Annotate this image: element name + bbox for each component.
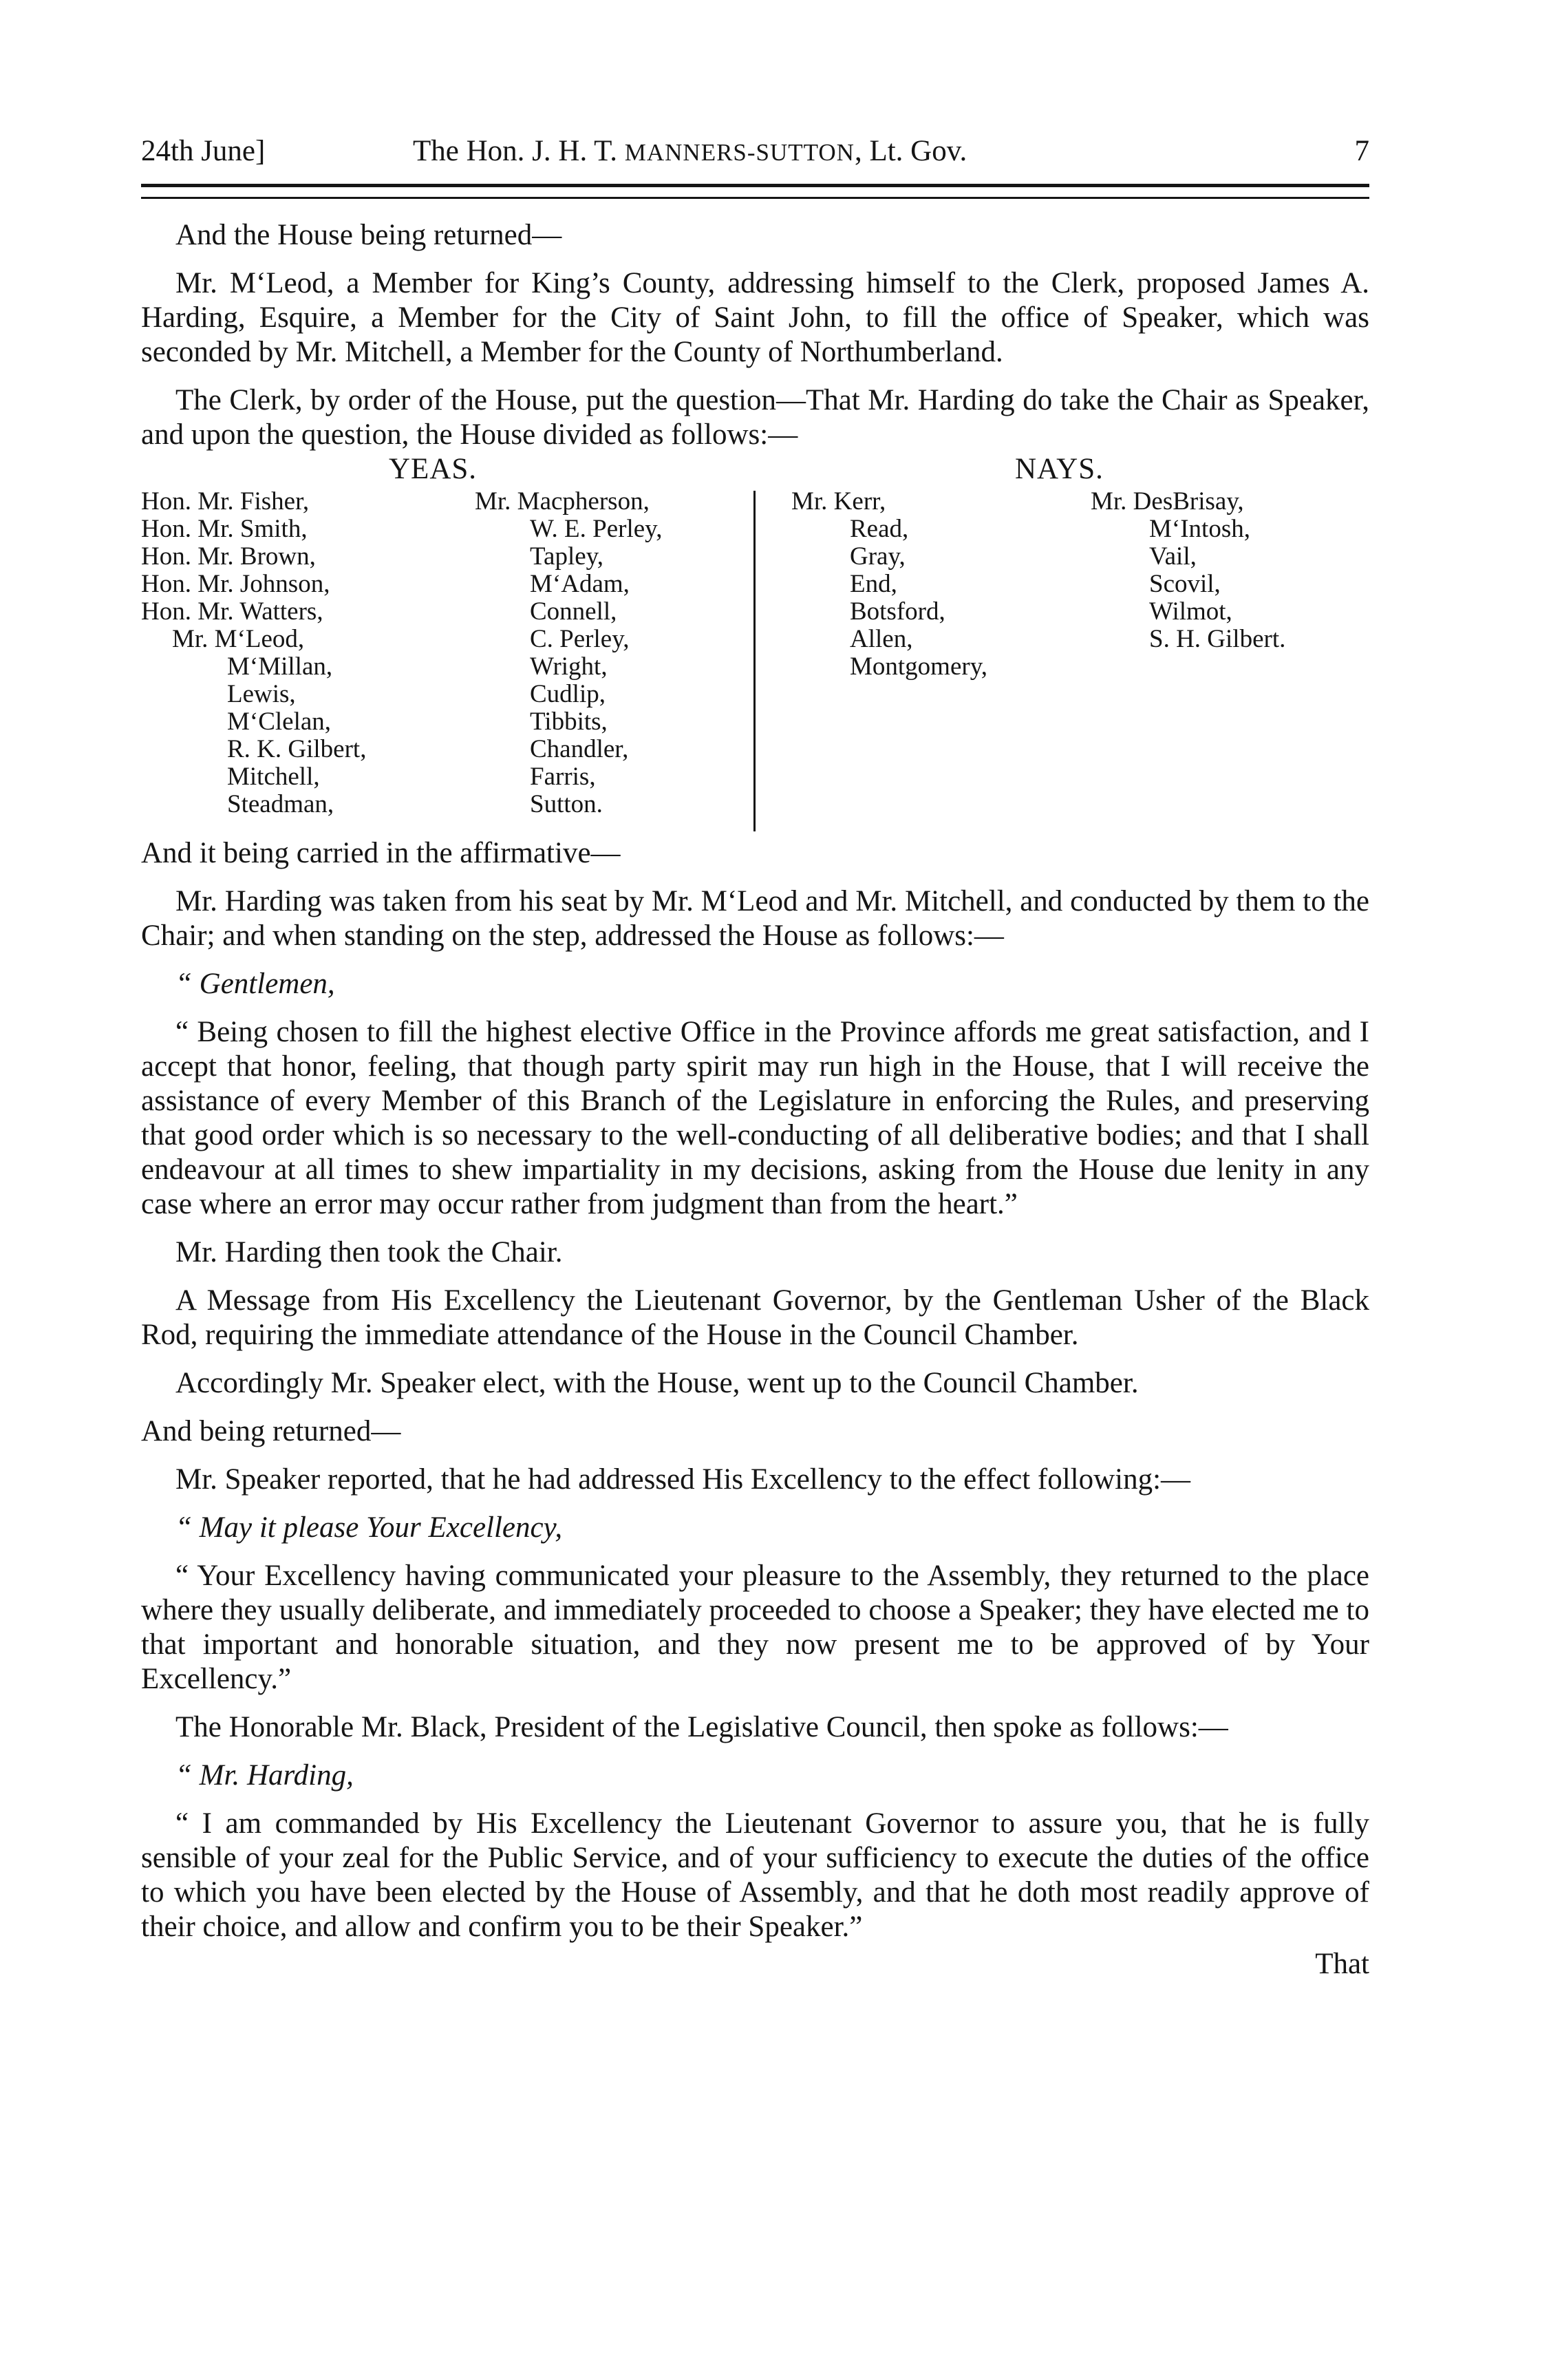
yea-name: Hon. Mr. Fisher, <box>141 487 310 516</box>
nay-name: Gray, <box>850 542 906 571</box>
yeas-heading: YEAS. <box>389 453 478 485</box>
yea-name: Cudlip, <box>530 680 606 708</box>
yea-name: M‘Millan, <box>227 652 333 681</box>
yea-name: Tapley, <box>530 542 603 571</box>
yea-name: Hon. Mr. Brown, <box>141 542 316 571</box>
header-title-suffix: , Lt. Gov. <box>854 135 967 167</box>
yea-name: Chandler, <box>530 735 629 763</box>
header-rule <box>141 184 1369 199</box>
paragraph-confirmation: “ I am commanded by His Excellency the Lieutenant Governor to assure you, that he is fully sensible of your zeal for the Public Service, and of your sufficiency to execute the duties of the office to which you have been elected by the House of Assembly, and that he doth most readily approve of their choice, and allow and confirm you to be their Speaker.” <box>141 1807 1369 1943</box>
nay-name: Mr. Kerr, <box>791 487 886 516</box>
nay-name: Allen, <box>850 625 913 653</box>
header-title-prefix: The Hon. J. H. T. <box>413 135 625 167</box>
header-date: 24th June] <box>141 135 266 167</box>
nay-name: Botsford, <box>850 597 945 626</box>
yea-name: W. E. Perley, <box>530 515 663 543</box>
paragraph-excellency-address: “ Your Excellency having communicated your pleasure to the Assembly, they returned to the place where they usually deliberate, and immediately proceeded to choose a Speaker; they have elected me to that important and honorable situation, and they now present me to be approved of by Your Excellency.” <box>141 1560 1369 1695</box>
paragraph-affirmative: And it being carried in the affirmative— <box>141 837 621 869</box>
document-page <box>141 134 1369 1981</box>
division-divider <box>753 491 756 831</box>
yea-name: Wright, <box>530 652 608 681</box>
yea-name: Farris, <box>530 763 596 791</box>
division-headings <box>141 452 1369 485</box>
yea-name: Hon. Mr. Watters, <box>141 597 323 626</box>
nay-name: Wilmot, <box>1149 597 1232 626</box>
yea-name: Hon. Mr. Johnson, <box>141 570 330 598</box>
yea-name: Mitchell, <box>227 763 320 791</box>
paragraph-question: The Clerk, by order of the House, put the question—That Mr. Harding do take the Chair as Speaker, and upon the question, the House divided as follows:— <box>141 384 1369 451</box>
yea-name: Sutton. <box>530 790 603 818</box>
yea-name: R. K. Gilbert, <box>227 735 367 763</box>
yea-name: Hon. Mr. Smith, <box>141 515 308 543</box>
yea-name: Connell, <box>530 597 617 626</box>
nay-name: Vail, <box>1149 542 1197 571</box>
yea-name: Tibbits, <box>530 708 608 736</box>
division-list <box>141 485 1369 836</box>
nay-name: Scovil, <box>1149 570 1221 598</box>
paragraph-speaker-address: “ Being chosen to fill the highest elective Office in the Province affords me great satisfaction, and I accept that honor, feeling, that though party spirit may run high in the House, that I will receive the assistance of every Member of this Branch of the Legislature in enforcing the Rules, and preserving that good order which is so necessary to the well-conducting of all deliberative bodies; and that I shall endeavour at all times to shew impartiality in my decisions, asking from the House due lenity in any case where an error may occur rather from judgment than from the heart.” <box>141 1016 1369 1220</box>
paragraph-took-chair: Mr. Harding then took the Chair. <box>175 1236 563 1268</box>
nay-name: End, <box>850 570 897 598</box>
nay-name: Read, <box>850 515 909 543</box>
nays-heading: NAYS. <box>1015 453 1104 485</box>
header-title-name: MANNERS-SUTTON <box>624 139 855 166</box>
yea-name: C. Perley, <box>530 625 630 653</box>
yeas-column-1 <box>141 488 366 818</box>
salutation-excellency: “ May it please Your Excellency, <box>175 1511 563 1544</box>
paragraph-proposal: Mr. M‘Leod, a Member for King’s County, addressing himself to the Clerk, proposed James A. Harding, Esquire, a Member for the City of Saint John, to fill the office of Speaker, which was seconded by Mr. Mitchell, a Member for the County of Northumberland. <box>141 267 1369 368</box>
paragraph-council-chamber: Accordingly Mr. Speaker elect, with the House, went up to the Council Chamber. <box>175 1367 1139 1399</box>
paragraph-mr-black: The Honorable Mr. Black, President of the Legislative Council, then spoke as follows:— <box>175 1711 1228 1743</box>
nay-name: M‘Intosh, <box>1149 515 1250 543</box>
running-header <box>141 134 1369 180</box>
paragraph-being-returned: And being returned— <box>141 1415 401 1447</box>
nays-column-2 <box>1091 488 1285 653</box>
header-title <box>413 134 967 168</box>
salutation-mr-harding: “ Mr. Harding, <box>175 1759 354 1792</box>
yea-name: M‘Clelan, <box>227 708 332 736</box>
nay-name: Montgomery, <box>850 652 988 681</box>
yeas-column-2 <box>475 488 663 818</box>
salutation-gentlemen: “ Gentlemen, <box>175 968 335 1000</box>
paragraph-speaker-reported: Mr. Speaker reported, that he had addressed His Excellency to the effect following:— <box>175 1463 1191 1496</box>
nay-name: S. H. Gilbert. <box>1149 625 1286 653</box>
nay-name: Mr. DesBrisay, <box>1091 487 1244 516</box>
paragraph-conducted: Mr. Harding was taken from his seat by Mr. M‘Leod and Mr. Mitchell, and conducted by them to the Chair; and when standing on the step, addressed the House as follows:— <box>141 885 1369 952</box>
paragraph-message: A Message from His Excellency the Lieutenant Governor, by the Gentleman Usher of the Black Rod, requiring the immediate attendance of the House in the Council Chamber. <box>141 1284 1369 1351</box>
yea-name: Steadman, <box>227 790 334 818</box>
paragraph-house-returned: And the House being returned— <box>175 219 562 251</box>
yea-name: M‘Adam, <box>530 570 630 598</box>
page-number: 7 <box>1354 135 1369 167</box>
catchword: That <box>1315 1948 1369 1980</box>
yea-name: Lewis, <box>227 680 296 708</box>
yea-name: Mr. M‘Leod, <box>172 625 305 653</box>
yea-name: Mr. Macpherson, <box>475 487 650 516</box>
nays-column-1 <box>791 488 987 681</box>
